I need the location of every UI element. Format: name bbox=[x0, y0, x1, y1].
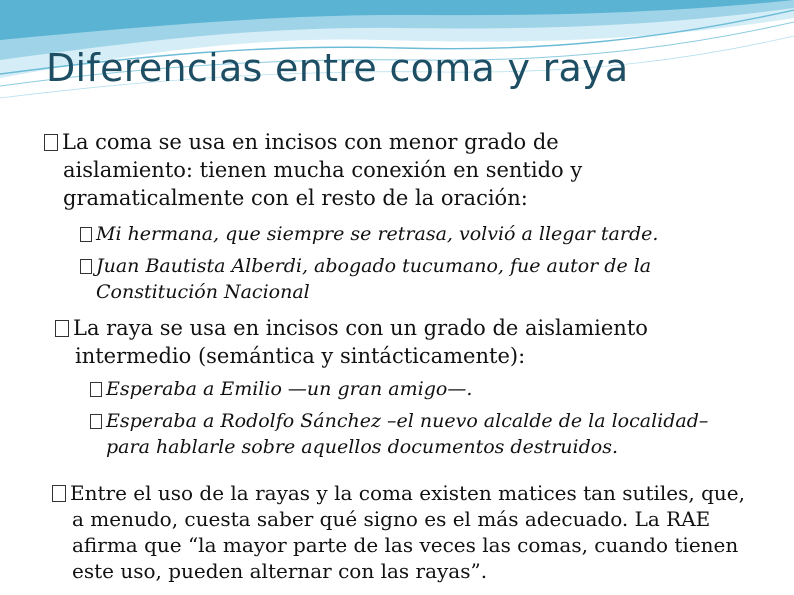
bullet-matices-line-1: Entre el uso de la rayas y la coma existen matices tan sutiles, que, bbox=[52, 480, 745, 506]
bullet-box-icon bbox=[80, 227, 92, 242]
bullet-raya bbox=[55, 314, 648, 370]
bullet-matices bbox=[52, 480, 745, 584]
bullet-coma bbox=[44, 128, 582, 212]
example-raya-1: Esperaba a Emilio —un gran amigo—. bbox=[90, 376, 472, 402]
bullet-box-icon bbox=[90, 414, 102, 429]
bullet-box-icon bbox=[90, 382, 102, 397]
bullet-coma-line-1: La coma se usa en incisos con menor grado de bbox=[44, 128, 582, 156]
bullet-matices-line-2: a menudo, cuesta saber qué signo es el más adecuado. La RAE bbox=[72, 507, 711, 531]
bullet-raya-line-1: La raya se usa en incisos con un grado de aislamiento bbox=[55, 314, 648, 342]
bullet-box-icon bbox=[55, 320, 69, 337]
bullet-box-icon bbox=[52, 485, 66, 502]
example-coma-2: Juan Bautista Alberdi, abogado tucumano, fue autor de la Constitución Nacional bbox=[80, 253, 651, 305]
bullet-box-icon bbox=[44, 134, 58, 151]
bullet-coma-line-2: aislamiento: tienen mucha conexión en sentido y bbox=[63, 158, 583, 182]
bullet-coma-line-3: gramaticalmente con el resto de la oración: bbox=[63, 186, 528, 210]
bullet-box-icon bbox=[80, 259, 92, 274]
bullet-matices-line-3: afirma que “la mayor parte de las veces las comas, cuando tienen bbox=[72, 533, 739, 557]
bullet-matices-line-4: este uso, pueden alternar con las rayas”. bbox=[72, 559, 488, 583]
slide-title: Diferencias entre coma y raya bbox=[46, 46, 629, 90]
example-coma-1: Mi hermana, que siempre se retrasa, volvió a llegar tarde. bbox=[80, 221, 658, 247]
example-raya-2: Esperaba a Rodolfo Sánchez –el nuevo alcalde de la localidad– para hablarle sobre aquellos documentos destruidos. bbox=[90, 408, 708, 460]
bullet-raya-line-2: intermedio (semántica y sintácticamente): bbox=[75, 344, 526, 368]
